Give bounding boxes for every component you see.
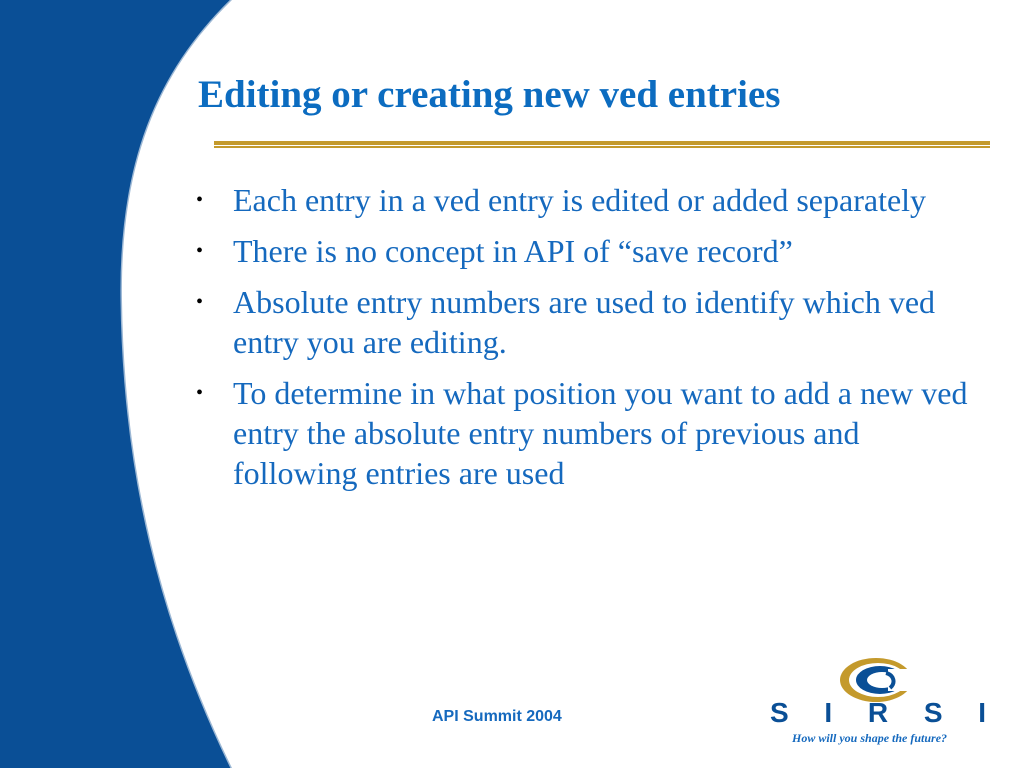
title-rule-thick	[214, 141, 990, 145]
bullet-item	[196, 180, 976, 220]
bullet-text: Each entry in a ved entry is edited or added separately	[233, 182, 927, 218]
bullet-item	[196, 231, 976, 271]
bullet-text: There is no concept in API of “save record”	[233, 233, 793, 269]
bullet-item	[196, 282, 976, 362]
bullet-text: Absolute entry numbers are used to identify which ved entry you are editing.	[233, 284, 936, 360]
bullet-dot-icon: •	[196, 382, 204, 404]
bullet-text: To determine in what position you want to add a new ved entry the absolute entry numbers of previous and following entries are used	[233, 375, 968, 491]
bullet-dot-icon: •	[196, 189, 204, 211]
logo-letter: S	[923, 697, 943, 728]
slide-title: Editing or creating new ved entries	[198, 73, 781, 116]
bullet-dot-icon: •	[196, 291, 204, 313]
bullet-item	[196, 373, 976, 493]
logo-letter: I	[978, 697, 986, 728]
title-rule-thin	[214, 146, 990, 148]
logo-tagline: How will you shape the future?	[792, 731, 948, 745]
logo-letter: R	[867, 697, 889, 728]
bullet-list	[196, 180, 976, 504]
bullet-dot-icon: •	[196, 240, 204, 262]
sirsi-logo-wordmark	[770, 696, 986, 730]
logo-letter: S	[770, 697, 789, 728]
footer-event-name: API Summit 2004	[432, 708, 562, 725]
logo-letter: I	[824, 697, 833, 728]
